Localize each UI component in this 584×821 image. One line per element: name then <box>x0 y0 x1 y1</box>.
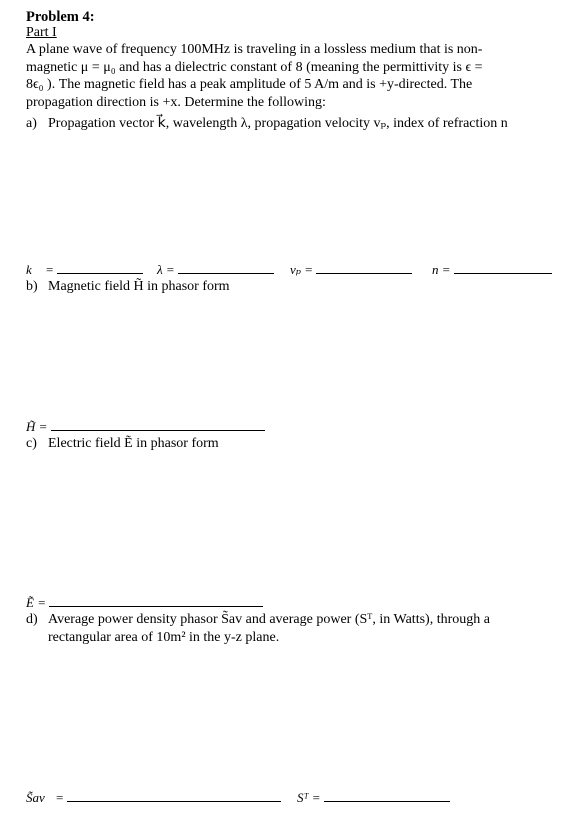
problem-statement <box>26 41 566 111</box>
answer-Sav <box>26 790 281 806</box>
answer-E <box>26 595 263 611</box>
question-a <box>26 115 508 132</box>
statement-line: A plane wave of frequency 100MHz is traveling in a lossless medium that is non- <box>26 42 483 57</box>
answer-label-ST: Sᵀ = <box>297 790 321 805</box>
question-label: a) <box>26 116 37 131</box>
question-text: Average power density phasor S̃av and average power (Sᵀ, in Watts), through a <box>48 612 490 627</box>
question-label: b) <box>26 279 38 294</box>
answer-blank-lambda[interactable] <box>178 262 274 274</box>
answer-equals-Sav: = <box>56 790 64 805</box>
answer-n <box>432 262 552 278</box>
answer-H <box>26 419 265 435</box>
question-text: rectangular area of 10m² in the y-z plane. <box>48 630 280 645</box>
question-d-continued <box>26 630 279 646</box>
answer-label-vp: vₚ = <box>290 262 313 277</box>
question-text: Propagation vector k⃗, wavelength λ, propagation velocity vₚ, index of refraction n <box>48 116 508 131</box>
answer-label-k: k⃗ = <box>26 262 54 277</box>
answer-blank-Sav[interactable] <box>67 790 281 802</box>
answer-ST <box>297 790 450 806</box>
answer-vp <box>290 262 412 278</box>
question-d <box>26 612 490 628</box>
answer-label-n: n = <box>432 262 451 277</box>
statement-line: propagation direction is +x. Determine the following: <box>26 94 326 110</box>
question-text: Magnetic field H̃ in phasor form <box>48 279 230 294</box>
answer-label-H: H̃ = <box>26 419 48 434</box>
question-text: Electric field Ẽ in phasor form <box>48 436 219 451</box>
question-b <box>26 279 230 295</box>
answer-blank-H[interactable] <box>51 419 265 431</box>
answer-label-E: Ẽ = <box>26 595 46 610</box>
answer-blank-vp[interactable] <box>316 262 412 274</box>
problem-title: Problem 4: <box>26 9 95 25</box>
statement-line: magnetic μ = μ₀ and has a dielectric constant of 8 (meaning the permittivity is ϵ = <box>26 59 483 75</box>
answer-k <box>26 262 143 278</box>
answer-blank-k[interactable] <box>57 262 143 274</box>
answer-blank-ST[interactable] <box>324 790 450 802</box>
answer-blank-E[interactable] <box>49 595 263 607</box>
answer-blank-n[interactable] <box>454 262 552 274</box>
statement-line: 8ϵ₀ ). The magnetic field has a peak amplitude of 5 A/m and is +y-directed. The <box>26 77 473 93</box>
question-label: d) <box>26 612 38 627</box>
answer-lambda <box>157 262 274 278</box>
answer-label-lambda: λ = <box>157 262 175 277</box>
question-c <box>26 436 219 452</box>
part-heading: Part I <box>26 25 57 40</box>
answer-label-Sav: S̃av <box>26 790 45 805</box>
question-label: c) <box>26 436 37 451</box>
